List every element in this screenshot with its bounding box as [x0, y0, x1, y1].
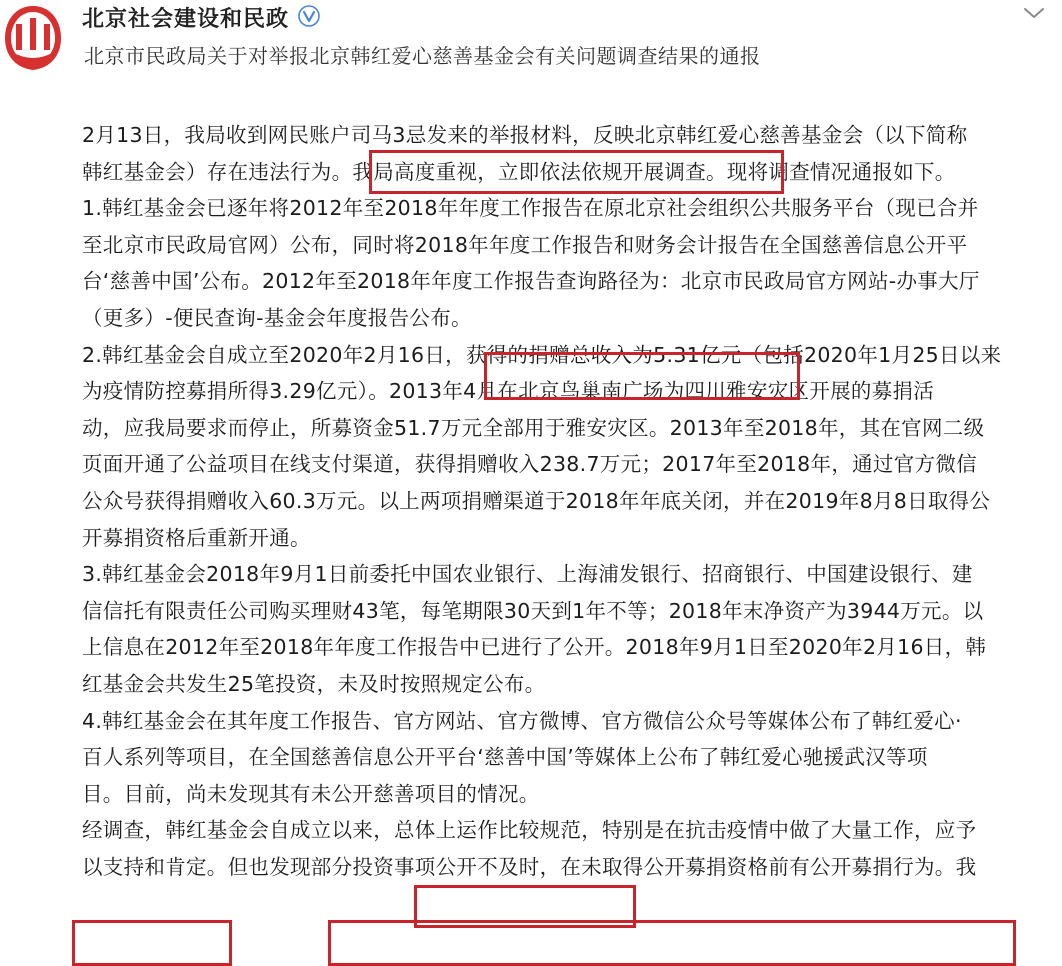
- highlight-box-violation: [328, 920, 1016, 966]
- body-line: （更多）-便民查询-基金会年度报告公布。: [82, 305, 472, 330]
- body-line: 百人系列等项目，在全国慈善信息公开平台‘慈善中国’等媒体上公布了韩红爱心驰援武汉等项: [82, 745, 928, 770]
- body-line: 2.韩红基金会自成立至2020年2月16日，获得的捐赠总收入为5.31亿元（包括2020年1月25日以来: [82, 342, 1002, 367]
- chevron-down-icon[interactable]: [1022, 6, 1046, 20]
- body-line: 为疫情防控募捐所得3.29亿元）。2013年4月在北京鸟巢南广场为四川雅安灾区开展的募捐活: [82, 379, 935, 404]
- body-line: 上信息在2012年至2018年年度工作报告中已进行了公开。2018年9月1日至2020年2月16日，韩: [82, 635, 987, 660]
- body-line: 2月13日，我局收到网民账户司马3忌发来的举报材料，反映北京韩红爱心慈善基金会（以下简称: [82, 123, 968, 147]
- body-line: 经调查，韩红基金会自成立以来，总体上运作比较规范，特别是在抗击疫情中做了大量工作，应予: [82, 818, 977, 843]
- highlight-box-support: [72, 920, 232, 966]
- body-line: 开募捐资格后重新开通。: [82, 525, 311, 550]
- body-line: 至北京市民政局官网）公布，同时将2018年年度工作报告和财务会计报告在全国慈善信息公开平: [82, 232, 968, 257]
- post-body: [82, 117, 1052, 885]
- body-line: 以支持和肯定。但也发现部分投资事项公开不及时，在未取得公开募捐资格前有公开募捐行为。我: [82, 854, 977, 879]
- highlight-box-standardized-operation: [414, 885, 636, 928]
- post-title: 北京市民政局关于对举报北京韩红爱心慈善基金会有关问题调查结果的通报: [84, 44, 761, 68]
- body-line: 红基金会共发生25笔投资，未及时按照规定公布。: [82, 671, 546, 696]
- verified-v-icon: [298, 5, 320, 27]
- body-line: 公众号获得捐赠收入60.3万元。以上两项捐赠渠道于2018年年底关闭，并在2019年8月8日取得公: [82, 488, 991, 513]
- body-line: 1.韩红基金会已逐年将2012年至2018年年度工作报告在原北京社会组织公共服务平台（现已合并: [82, 196, 979, 221]
- body-line: 信信托有限责任公司购买理财43笔，每笔期限30天到1年不等；2018年末净资产为3944万元。以: [82, 598, 984, 623]
- body-line: 页面开通了公益项目在线支付渠道，获得捐赠收入238.7万元；2017年至2018年，通过官方微信: [82, 452, 977, 477]
- civil-affairs-logo-icon[interactable]: [2, 2, 64, 72]
- body-line: 目。目前，尚未发现其有未公开慈善项目的情况。: [82, 781, 540, 806]
- body-line: 台‘慈善中国’公布。2012年至2018年年度工作报告查询路径为：北京市民政局官方网站-办事大厅: [82, 269, 980, 294]
- body-line: 4.韩红基金会在其年度工作报告、官方网站、官方微博、官方微信公众号等媒体公布了韩红爱心·: [82, 708, 962, 733]
- body-line: 动，应我局要求而停止，所募资金51.7万元全部用于雅安灾区。2013年至2018年，其在官网二级: [82, 415, 985, 440]
- post-header: [0, 0, 1062, 90]
- body-line: 3.韩红基金会2018年9月1日前委托中国农业银行、上海浦发银行、招商银行、中国建设银行、建: [82, 562, 973, 587]
- body-line: 韩红基金会）存在违法行为。我局高度重视，立即依法依规开展调查。现将调查情况通报如下。: [82, 159, 956, 184]
- account-name[interactable]: 北京社会建设和民政: [82, 7, 290, 32]
